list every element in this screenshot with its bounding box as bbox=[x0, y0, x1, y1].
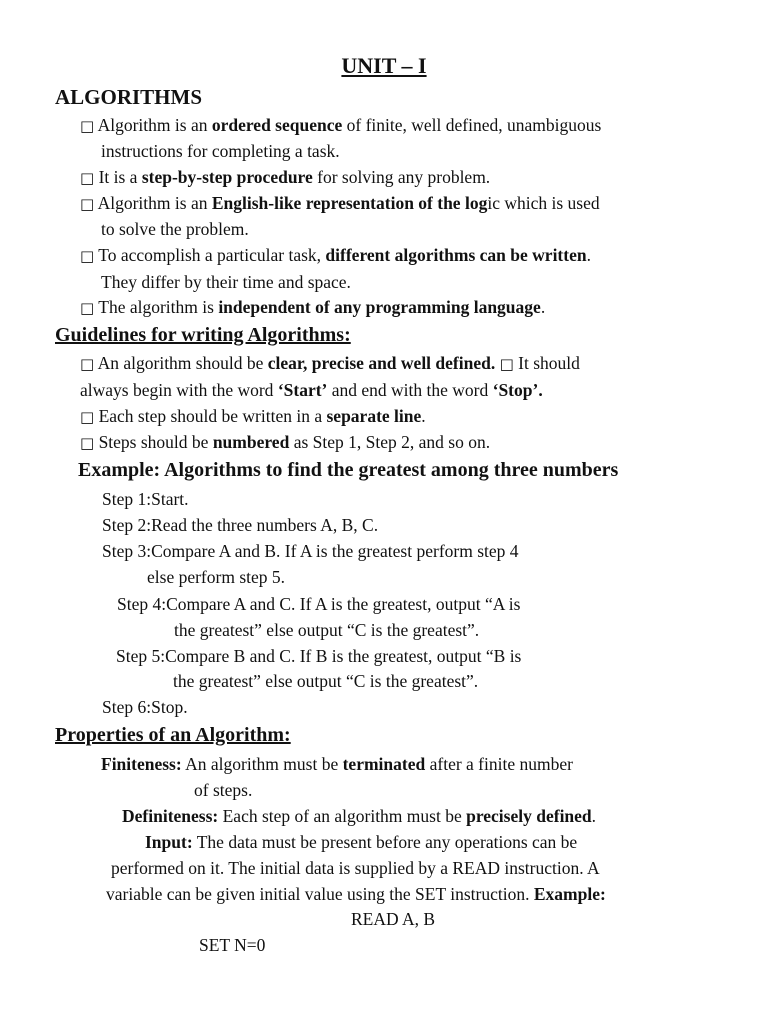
bullet-icon: □ bbox=[80, 299, 95, 317]
bullet-icon: □ bbox=[499, 355, 514, 373]
algorithm-step-continuation: the greatest” else output “C is the greatest”. bbox=[173, 671, 479, 691]
bullet-item-continuation: instructions for completing a task. bbox=[101, 141, 340, 161]
algorithm-step-continuation: the greatest” else output “C is the greatest”. bbox=[174, 620, 480, 640]
code-line: READ A, B bbox=[351, 909, 436, 929]
property-finiteness: Finiteness: An algorithm must be terminated after a finite number bbox=[101, 754, 573, 774]
algorithm-step: Step 2:Read the three numbers A, B, C. bbox=[102, 515, 379, 535]
property-input-line: performed on it. The initial data is supplied by a READ instruction. A bbox=[111, 858, 600, 878]
property-input-line: variable can be given initial value using the SET instruction. Example: bbox=[106, 884, 606, 904]
property-definiteness: Definiteness: Each step of an algorithm must be precisely defined. bbox=[122, 806, 597, 826]
guideline-item: □ Steps should be numbered as Step 1, Step 2, and so on. bbox=[80, 432, 491, 452]
bullet-icon: □ bbox=[80, 355, 95, 373]
algorithms-heading: ALGORITHMS bbox=[55, 85, 203, 109]
bullet-icon: □ bbox=[80, 169, 95, 187]
bullet-icon: □ bbox=[80, 434, 95, 452]
algorithm-step: Step 1:Start. bbox=[102, 489, 189, 509]
guideline-item-continuation: always begin with the word ‘Start’ and end with the word ‘Stop’. bbox=[80, 380, 543, 400]
guidelines-heading: Guidelines for writing Algorithms: bbox=[55, 324, 351, 346]
bullet-item: □ Algorithm is an English-like representation of the logic which is used bbox=[80, 193, 600, 213]
bullet-item: □ The algorithm is independent of any programming language. bbox=[80, 297, 546, 317]
property-finiteness-continuation: of steps. bbox=[194, 780, 253, 800]
algorithm-step: Step 5:Compare B and C. If B is the greatest, output “B is bbox=[116, 646, 522, 666]
bullet-item: □ To accomplish a particular task, different algorithms can be written. bbox=[80, 245, 591, 265]
bullet-icon: □ bbox=[80, 247, 95, 265]
algorithm-step-continuation: else perform step 5. bbox=[147, 567, 286, 587]
bullet-icon: □ bbox=[80, 408, 95, 426]
bullet-item-continuation: to solve the problem. bbox=[101, 219, 249, 239]
guideline-item: □ Each step should be written in a separate line. bbox=[80, 406, 426, 426]
bullet-item-continuation: They differ by their time and space. bbox=[101, 272, 351, 292]
example-heading: Example: Algorithms to find the greatest among three numbers bbox=[78, 459, 619, 481]
bullet-icon: □ bbox=[80, 117, 95, 135]
algorithm-step: Step 6:Stop. bbox=[102, 697, 188, 717]
algorithm-step: Step 3:Compare A and B. If A is the greatest perform step 4 bbox=[102, 541, 519, 561]
guideline-item: □ An algorithm should be clear, precise and well defined. □ It should bbox=[80, 353, 580, 373]
unit-title: UNIT – I bbox=[341, 53, 427, 78]
bullet-item: □ Algorithm is an ordered sequence of finite, well defined, unambiguous bbox=[80, 115, 602, 135]
algorithm-step: Step 4:Compare A and C. If A is the greatest, output “A is bbox=[117, 594, 521, 614]
properties-heading: Properties of an Algorithm: bbox=[55, 724, 291, 746]
bullet-item: □ It is a step-by-step procedure for solving any problem. bbox=[80, 167, 491, 187]
code-line: SET N=0 bbox=[199, 935, 266, 955]
property-input: Input: The data must be present before any operations can be bbox=[145, 832, 578, 852]
bullet-icon: □ bbox=[80, 195, 95, 213]
